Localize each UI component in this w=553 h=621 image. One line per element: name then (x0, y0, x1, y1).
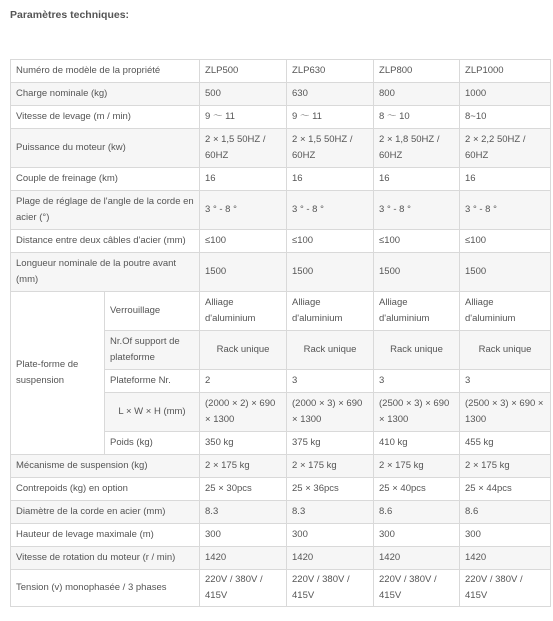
cell-value: 3 ° - 8 ° (200, 191, 287, 230)
cell-value: 8~10 (460, 106, 551, 129)
cell-value: 8.6 (374, 501, 460, 524)
cell-value: ZLP630 (287, 60, 374, 83)
cell-value: (2000 × 2) × 690 × 1300 (200, 393, 287, 432)
table-row (11, 570, 551, 607)
cell-value: 3 (287, 370, 374, 393)
cell-value: 3 (460, 370, 551, 393)
cell-value: 8.3 (287, 501, 374, 524)
table-row (11, 501, 551, 524)
cell-value: 1500 (460, 253, 551, 292)
cell-value: 2 × 175 kg (460, 455, 551, 478)
cell-value: Alliage d'aluminium (374, 292, 460, 331)
table-row (11, 168, 551, 191)
cell-value: 25 × 44pcs (460, 478, 551, 501)
table-row (11, 524, 551, 547)
cell-value: Rack unique (287, 331, 374, 370)
cell-value: (2500 × 3) × 690 × 1300 (374, 393, 460, 432)
cell-value: 1000 (460, 83, 551, 106)
cell-value: 630 (287, 83, 374, 106)
cell-value: 25 × 30pcs (200, 478, 287, 501)
cell-value: 8.3 (200, 501, 287, 524)
cell-value: 220V / 380V / 415V (374, 570, 460, 607)
cell-value: 2 × 1,5 50HZ / 60HZ (287, 129, 374, 168)
cell-value: 300 (460, 524, 551, 547)
cell-value: Alliage d'aluminium (200, 292, 287, 331)
cell-value: 16 (287, 168, 374, 191)
row-label-rated-load: Charge nominale (kg) (11, 83, 200, 106)
cell-value: 500 (200, 83, 287, 106)
cell-value: 9 ～ 11 (200, 106, 287, 129)
cell-value: 300 (374, 524, 460, 547)
cell-value: 9 ～ 11 (287, 106, 374, 129)
cell-value: 16 (374, 168, 460, 191)
cell-value: ≤100 (287, 230, 374, 253)
cell-value: (2500 × 3) × 690 × 1300 (460, 393, 551, 432)
row-label-counterweight: Contrepoids (kg) en option (11, 478, 200, 501)
row-label-rope-diameter: Diamètre de la corde en acier (mm) (11, 501, 200, 524)
cell-value: 220V / 380V / 415V (287, 570, 374, 607)
cell-value: ZLP1000 (460, 60, 551, 83)
table-row (11, 129, 551, 168)
table-row (11, 60, 551, 83)
cell-value: 8.6 (460, 501, 551, 524)
cell-value: 300 (200, 524, 287, 547)
cell-value: 3 (374, 370, 460, 393)
row-label-rope-angle: Plage de réglage de l'angle de la corde en acier (°) (11, 191, 200, 230)
row-label-max-lifting-height: Hauteur de levage maximale (m) (11, 524, 200, 547)
cell-value: 2 × 175 kg (374, 455, 460, 478)
row-label-model: Numéro de modèle de la propriété (11, 60, 200, 83)
row-label-lifting-speed: Vitesse de levage (m / min) (11, 106, 200, 129)
table-row (11, 478, 551, 501)
row-label-dimensions: L × W × H (mm) (105, 393, 200, 432)
table-row (11, 106, 551, 129)
cell-value: ≤100 (374, 230, 460, 253)
cell-value: Rack unique (200, 331, 287, 370)
row-group-label-platform: Plate-forme de suspension (11, 292, 105, 455)
cell-value: ≤100 (200, 230, 287, 253)
cell-value: 1420 (374, 547, 460, 570)
cell-value: 350 kg (200, 432, 287, 455)
cell-value: 2 × 175 kg (287, 455, 374, 478)
cell-value: Alliage d'aluminium (287, 292, 374, 331)
cell-value: 410 kg (374, 432, 460, 455)
row-label-voltage: Tension (v) monophasée / 3 phases (11, 570, 200, 607)
cell-value: 8 ～ 10 (374, 106, 460, 129)
cell-value: 25 × 40pcs (374, 478, 460, 501)
cell-value: 1420 (460, 547, 551, 570)
row-label-weight: Poids (kg) (105, 432, 200, 455)
cell-value: ZLP500 (200, 60, 287, 83)
cell-value: 220V / 380V / 415V (200, 570, 287, 607)
row-label-platform-support: Nr.Of support de plateforme (105, 331, 200, 370)
row-label-cable-distance: Distance entre deux câbles d'acier (mm) (11, 230, 200, 253)
table-row (11, 547, 551, 570)
cell-value: 3 ° - 8 ° (374, 191, 460, 230)
cell-value: 3 ° - 8 ° (460, 191, 551, 230)
cell-value: 1420 (200, 547, 287, 570)
row-label-material: Verrouillage (105, 292, 200, 331)
row-label-braking-torque: Couple de freinage (km) (11, 168, 200, 191)
cell-value: 1500 (374, 253, 460, 292)
table-row (11, 253, 551, 292)
cell-value: 16 (460, 168, 551, 191)
row-label-motor-power: Puissance du moteur (kw) (11, 129, 200, 168)
cell-value: Rack unique (460, 331, 551, 370)
cell-value: 1420 (287, 547, 374, 570)
table-row (11, 83, 551, 106)
cell-value: 2 (200, 370, 287, 393)
row-label-motor-speed: Vitesse de rotation du moteur (r / min) (11, 547, 200, 570)
cell-value: 455 kg (460, 432, 551, 455)
cell-value: 375 kg (287, 432, 374, 455)
technical-specs-table (10, 59, 551, 607)
cell-value: (2000 × 3) × 690 × 1300 (287, 393, 374, 432)
row-label-platform-count: Plateforme Nr. (105, 370, 200, 393)
cell-value: ZLP800 (374, 60, 460, 83)
table-row (11, 455, 551, 478)
table-row (11, 191, 551, 230)
table-row (11, 230, 551, 253)
cell-value: 2 × 1,8 50HZ / 60HZ (374, 129, 460, 168)
cell-value: 25 × 36pcs (287, 478, 374, 501)
cell-value: 300 (287, 524, 374, 547)
row-label-suspension-mechanism: Mécanisme de suspension (kg) (11, 455, 200, 478)
row-label-beam-length: Longueur nominale de la poutre avant (mm) (11, 253, 200, 292)
cell-value: Alliage d'aluminium (460, 292, 551, 331)
cell-value: 3 ° - 8 ° (287, 191, 374, 230)
cell-value: 1500 (287, 253, 374, 292)
cell-value: 2 × 1,5 50HZ / 60HZ (200, 129, 287, 168)
table-row (11, 292, 551, 331)
cell-value: 2 × 2,2 50HZ / 60HZ (460, 129, 551, 168)
cell-value: Rack unique (374, 331, 460, 370)
cell-value: 800 (374, 83, 460, 106)
cell-value: 1500 (200, 253, 287, 292)
section-heading: Paramètres techniques: (10, 9, 130, 21)
cell-value: 220V / 380V / 415V (460, 570, 551, 607)
cell-value: 16 (200, 168, 287, 191)
cell-value: 2 × 175 kg (200, 455, 287, 478)
cell-value: ≤100 (460, 230, 551, 253)
